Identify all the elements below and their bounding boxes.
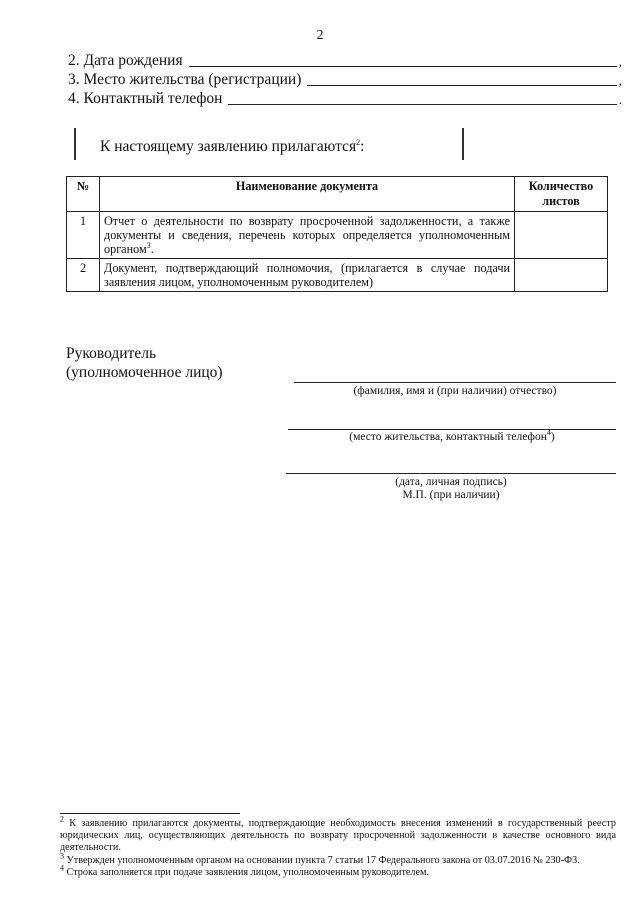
name-caption: (фамилия, имя и (при наличии) отчество) bbox=[353, 385, 557, 397]
phone-label: 4. Контактный телефон bbox=[68, 90, 223, 107]
row-name-ref: 3 bbox=[146, 240, 151, 250]
birth-date-line bbox=[189, 65, 617, 67]
row-qty-cell[interactable] bbox=[515, 212, 608, 259]
footnote-ref: 3 bbox=[60, 851, 64, 861]
phone-field[interactable] bbox=[68, 88, 622, 108]
row-num: 1 bbox=[67, 212, 100, 259]
footnote-item bbox=[60, 851, 616, 867]
birth-date-field[interactable] bbox=[68, 50, 622, 70]
footnotes bbox=[60, 814, 616, 879]
row-num: 2 bbox=[67, 259, 100, 292]
footnote-ref: 4 bbox=[60, 863, 64, 873]
right-bracket-mark bbox=[462, 128, 464, 160]
residence-end: , bbox=[618, 73, 622, 88]
header-num: № bbox=[67, 177, 100, 212]
header-qty: Количество листов bbox=[515, 177, 608, 212]
address-signature-line[interactable] bbox=[288, 428, 616, 430]
footnote-text: Утвержден уполномоченным органом на основании пункта 7 статьи 17 Федерального закона от 03.07.2016 № 230-ФЗ. bbox=[64, 854, 580, 866]
footnote-text: К заявлению прилагаются документы, подтверждающие необходимость внесения изменений в государственный реестр юридических лиц, осуществляющих деятельность по возврату просроченной задолженности в качестве основного вида деятельности. bbox=[60, 818, 616, 854]
table-header-row bbox=[67, 177, 608, 212]
page-number: 2 bbox=[316, 28, 324, 43]
row-name bbox=[100, 259, 515, 292]
address-caption-end: ) bbox=[550, 431, 555, 443]
signatory-title bbox=[66, 344, 223, 382]
date-signature-line[interactable] bbox=[286, 472, 616, 474]
residence-label: 3. Место жительства (регистрации) bbox=[68, 71, 302, 88]
attachments-heading bbox=[100, 138, 364, 156]
left-bracket-mark bbox=[74, 128, 76, 160]
row-name-text: Отчет о деятельности по возврату просроченной задолженности, а также документы и сведения, перечень которых определяется уполномоченным органом bbox=[104, 214, 510, 256]
footnote-item bbox=[60, 814, 616, 855]
phone-end: . bbox=[618, 92, 622, 107]
attachments-table bbox=[66, 176, 608, 292]
residence-field[interactable] bbox=[68, 69, 622, 89]
address-caption bbox=[288, 428, 616, 443]
residence-line bbox=[307, 84, 616, 86]
birth-date-end: , bbox=[618, 54, 622, 69]
address-caption-text: (место жительства, контактный телефон bbox=[349, 431, 547, 443]
table-row bbox=[67, 259, 608, 292]
row-name-text: Документ, подтверждающий полномочия, (прилагается в случае подачи заявления лицом, уполномоченным руководителем) bbox=[104, 261, 510, 289]
name-signature-line[interactable] bbox=[294, 381, 616, 383]
signatory-title-line2: (уполномоченное лицо) bbox=[66, 364, 223, 381]
attachments-heading-end: : bbox=[360, 138, 365, 155]
footnote-text: Строка заполняется при подаче заявления лицом, уполномоченным руководителем. bbox=[64, 866, 430, 878]
phone-line bbox=[228, 103, 616, 105]
birth-date-label: 2. Дата рождения bbox=[68, 52, 183, 69]
row-qty-cell[interactable] bbox=[515, 259, 608, 292]
seal-caption: М.П. (при наличии) bbox=[402, 489, 500, 501]
attachments-heading-text: К настоящему заявлению прилагаются bbox=[100, 138, 357, 155]
footnote-item bbox=[60, 863, 616, 879]
signatory-title-line1: Руководитель bbox=[66, 345, 157, 362]
row-name bbox=[100, 212, 515, 259]
footnote-divider bbox=[60, 813, 240, 814]
row-name-end: . bbox=[150, 242, 154, 256]
address-caption-ref: 4 bbox=[546, 428, 551, 438]
table-row bbox=[67, 212, 608, 259]
attachments-heading-ref: 2 bbox=[356, 137, 361, 147]
header-name: Наименование документа bbox=[100, 177, 515, 212]
date-caption: (дата, личная подпись) bbox=[395, 476, 507, 488]
footnote-ref: 2 bbox=[60, 814, 64, 824]
